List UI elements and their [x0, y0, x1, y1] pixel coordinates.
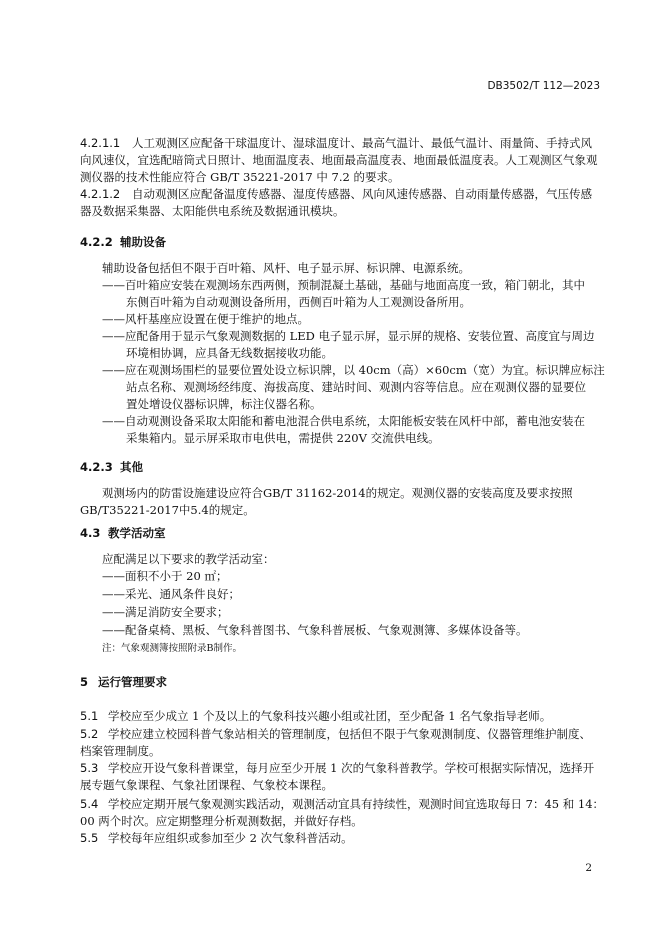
auxiliary-item-line: ——百叶箱应安装在观测场东西两侧，预制混凝土基础，基础与地面高度一致，箱门朝北，其中	[102, 278, 585, 292]
clause-4-2-1-1-line-1: 人工观测区应配备干球温度计、湿球温度计、最高气温计、最低气温计、雨量筒、手持式风	[132, 136, 592, 150]
clause-5-4-line: 00 两个时次。应定期整理分析观测数据，并做好存档。	[80, 814, 363, 828]
clause-4-2-1-2-line-2: 器及数据采集器、太阳能供电系统及数据通讯模块。	[80, 204, 345, 218]
classroom-item: ——配备桌椅、黑板、气象科普图书、气象科普展板、气象观测簿、多媒体设备等。	[102, 623, 528, 637]
clause-number-5-2: 5.2	[80, 727, 99, 741]
classroom-item: ——满足消防安全要求；	[102, 605, 229, 619]
clause-5-3-line: 展专题气象课程、气象社团课程、气象校本课程。	[80, 778, 333, 792]
clause-5-1-line: 学校应至少成立 1 个及以上的气象科技兴趣小组或社团，至少配备 1 名气象指导老师。	[108, 709, 552, 723]
auxiliary-item-line: ——应配备用于显示气象观测数据的 LED 电子显示屏，显示屏的规格、安装位置、高度宜与周边	[102, 329, 595, 343]
clause-4-2-1-1-line-2: 向风速仪，宜选配暗筒式日照计、地面温度表、地面最高温度表、地面最低温度表。人工观测区气象观	[80, 153, 598, 167]
section-title-classroom: 教学活动室	[108, 526, 166, 540]
clause-number-5-5: 5.5	[80, 831, 99, 845]
document-number: DB3502/T 112—2023	[487, 80, 600, 92]
classroom-item: ——采光、通风条件良好；	[102, 587, 240, 601]
classroom-intro: 应配满足以下要求的教学活动室：	[102, 552, 275, 566]
section-title-auxiliary-equipment: 辅助设备	[120, 235, 166, 249]
auxiliary-item-line: 站点名称、观测场经纬度、海拔高度、建站时间、观测内容等信息。应在观测仪器的显要位	[126, 380, 586, 394]
section-number-4-2-2: 4.2.2	[80, 235, 113, 249]
clause-5-2-line: 学校应建立校园科普气象站相关的管理制度，包括但不限于气象观测制度、仪器管理维护制度、	[108, 727, 591, 741]
section-title-operation-management: 运行管理要求	[98, 675, 167, 689]
auxiliary-item-line: ——自动观测设备采取太阳能和蓄电池混合供电系统，太阳能板安装在风杆中部，蓄电池安装在	[102, 414, 585, 428]
auxiliary-intro: 辅助设备包括但不限于百叶箱、风杆、电子显示屏、标识牌、电源系统。	[102, 261, 470, 275]
section-number-5: 5	[80, 675, 89, 689]
clause-number-5-4: 5.4	[80, 797, 99, 811]
clause-4-2-1-1-line-3: 测仪器的技术性能应符合 GB/T 35221-2017 中 7.2 的要求。	[80, 170, 400, 184]
section-number-4-2-3: 4.2.3	[80, 460, 113, 474]
auxiliary-item-line: 东侧百叶箱为自动观测设备所用，西侧百叶箱为人工观测设备所用。	[126, 295, 471, 309]
classroom-note: 注：气象观测簿按照附录B制作。	[102, 643, 242, 654]
clause-5-4-line: 学校应定期开展气象观测实践活动，观测活动宜具有持续性，观测时间宜选取每日 7：45 和 14：	[108, 797, 605, 811]
other-line-2: GB/T35221-2017中5.4的规定。	[80, 503, 255, 517]
clause-number-5-3: 5.3	[80, 761, 99, 775]
clause-number-5-1: 5.1	[80, 709, 99, 723]
auxiliary-item-line: 采集箱内。显示屏采取市电供电，需提供 220V 交流供电线。	[126, 431, 440, 445]
section-title-other: 其他	[120, 460, 143, 474]
clause-number-4-2-1-2: 4.2.1.2	[80, 187, 121, 201]
classroom-item: ——面积不小于 20 ㎡；	[102, 569, 228, 583]
other-line-1: 观测场内的防雷设施建设应符合GB/T 31162-2014的规定。观测仪器的安装高度及要求按照	[102, 486, 573, 500]
auxiliary-item-line: 环境相协调，应具备无线数据接收功能。	[126, 346, 333, 360]
page-number: 2	[585, 862, 592, 874]
clause-5-2-line: 档案管理制度。	[80, 744, 161, 758]
clause-5-3-line: 学校应开设气象科普课堂，每月应至少开展 1 次的气象科普教学。学校可根据实际情况，选择开	[108, 761, 595, 775]
auxiliary-item-line: 置处增设仪器标识牌，标注仪器名称。	[126, 397, 322, 411]
auxiliary-item-line: ——风杆基座应设置在便于维护的地点。	[102, 312, 309, 326]
auxiliary-item-line: ——应在观测场围栏的显要位置处设立标识牌，以 40cm（高）×60cm（宽）为宜。标识牌应标注	[102, 363, 605, 377]
clause-4-2-1-2-line-1: 自动观测区应配备温度传感器、湿度传感器、风向风速传感器、自动雨量传感器，气压传感	[132, 187, 592, 201]
clause-number-4-2-1-1: 4.2.1.1	[80, 136, 121, 150]
section-number-4-3: 4.3	[80, 526, 101, 540]
clause-5-5-line: 学校每年应组织或参加至少 2 次气象科普活动。	[108, 831, 353, 845]
